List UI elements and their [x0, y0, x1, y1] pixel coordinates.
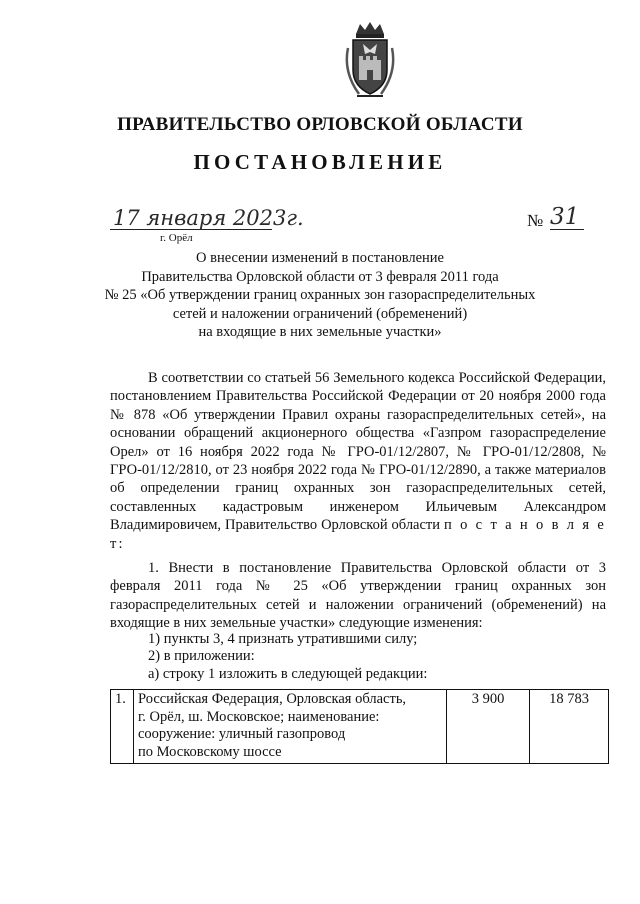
subject-line: сетей и наложении ограничений (обременений): [172, 305, 468, 322]
preamble-paragraph: [110, 369, 606, 553]
number-sign: №: [527, 211, 544, 230]
description-line: г. Орёл, ш. Московское; наименование:: [138, 708, 380, 725]
handwritten-number: 31: [550, 204, 580, 230]
item-1-text: 1. Внести в постановление Правительства Орловской области от 3 февраля 2011 года № 25 «Об утверждении границ охранных зон газораспределительных сетей и наложении ограничений (обременений) на входящие в них земельные участки» следующие изменения:: [110, 560, 606, 632]
date-underline: [110, 229, 272, 230]
row-value-2-cell: 18 783: [530, 690, 609, 764]
item-1-paragraph: [110, 559, 606, 633]
document-subject: [0, 249, 640, 342]
sub-item-2: 2) в приложении:: [148, 648, 255, 665]
sub-items-list: [148, 631, 427, 683]
subject-line: О внесении изменений в постановление: [196, 250, 444, 266]
description-line: по Московскому шоссе: [138, 743, 282, 760]
orel-region-coat-of-arms-icon: [339, 20, 401, 100]
document-type-title: ПОСТАНОВЛЕНИЕ: [193, 150, 447, 174]
table-row: [111, 690, 609, 764]
description-line: Российская Федерация, Орловская область,: [138, 691, 407, 707]
subject-line: Правительства Орловской области от 3 февраля 2011 года: [141, 268, 499, 285]
number-underline: [550, 229, 584, 230]
government-title: ПРАВИТЕЛЬСТВО ОРЛОВСКОЙ ОБЛАСТИ: [117, 114, 523, 135]
subject-line: на входящие в них земельные участки»: [198, 324, 442, 341]
city-label: г. Орёл: [160, 232, 193, 244]
row-description-cell: [134, 690, 447, 764]
resolves-text: п о с т а н о в л я е т:: [110, 517, 606, 552]
subject-line: № 25 «Об утверждении границ охранных зон газораспределительных: [104, 287, 536, 304]
sub-item-3: а) строку 1 изложить в следующей редакции:: [148, 665, 428, 682]
sub-item-1: 1) пункты 3, 4 признать утратившими силу;: [148, 631, 418, 647]
description-line: сооружение: уличный газопровод: [138, 726, 346, 743]
preamble-text: В соответствии со статьей 56 Земельного кодекса Российской Федерации, постановлением Правительства Российской Федерации от 20 ноября 2000 года № 878 «Об утверждении Правил охраны газораспределительных сетей», на основании обращений акционерного общества «Газпром газораспределение Орел» от 16 ноября 2022 года № ГРО-01/12/2807, № ГРО-01/12/2808, № ГРО-01/12/2810, от 23 ноября 2022 года № ГРО-01/12/2890, а также материалов об определении границ охранных зон газораспределительных сетей, составленных кадастровым инженером Ильичевым Александром Владимировичем, Правительство Орловской области: [110, 370, 606, 534]
amendment-table: [110, 689, 609, 764]
row-number-cell: 1.: [111, 690, 134, 764]
row-value-1-cell: 3 900: [447, 690, 530, 764]
handwritten-date: 17 января 2023г.: [113, 206, 304, 230]
